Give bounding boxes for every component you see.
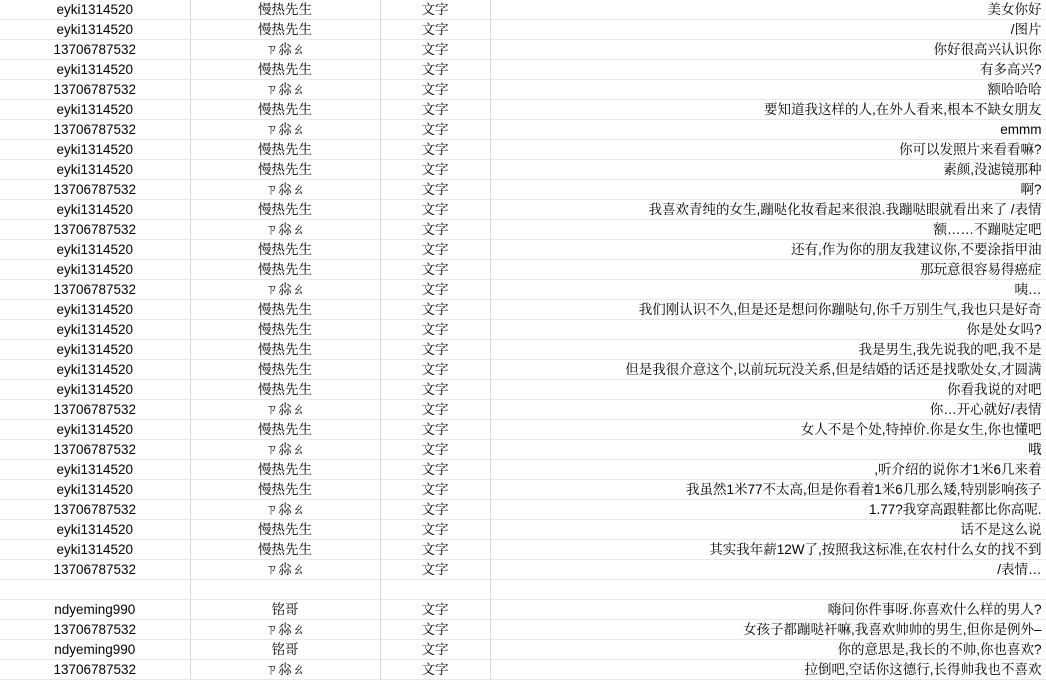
- cell-msg-type: 文字: [380, 160, 490, 180]
- cell-nickname: 慢热先生: [190, 260, 380, 280]
- table-row: [0, 40, 1046, 60]
- cell-nickname: 慢热先生: [190, 100, 380, 120]
- table-row: [0, 400, 1046, 420]
- table-row: [0, 120, 1046, 140]
- cell-msg-type: 文字: [380, 440, 490, 460]
- cell-msg-type: 文字: [380, 180, 490, 200]
- cell-nickname: 慢热先生: [190, 0, 380, 20]
- table-row: [0, 20, 1046, 40]
- table-row: [0, 300, 1046, 320]
- cell-nickname: ㄗ尛ㄠ: [190, 40, 380, 60]
- cell-msg-type: 文字: [380, 40, 490, 60]
- cell-account: eyki1314520: [0, 140, 190, 160]
- cell-content: 其实我年薪12W了,按照我这标准,在农村什么女的找不到: [490, 540, 1046, 560]
- cell-msg-type: 文字: [380, 560, 490, 580]
- cell-nickname: 慢热先生: [190, 360, 380, 380]
- cell-content: emmm: [490, 120, 1046, 140]
- cell-account: 13706787532: [0, 660, 190, 680]
- table-row: [0, 220, 1046, 240]
- cell-msg-type: 文字: [380, 280, 490, 300]
- table-row: [0, 260, 1046, 280]
- cell-msg-type: 文字: [380, 540, 490, 560]
- cell-msg-type: 文字: [380, 260, 490, 280]
- cell-nickname: 铭哥: [190, 600, 380, 620]
- cell-nickname: 慢热先生: [190, 520, 380, 540]
- table-row: [0, 560, 1046, 580]
- cell-content: 啊?: [490, 180, 1046, 200]
- cell-content: 嗨问你件事呀.你喜欢什么样的男人?: [490, 600, 1046, 620]
- cell-msg-type: 文字: [380, 660, 490, 680]
- cell-content: 女人不是个处,特掉价.你是女生,你也懂吧: [490, 420, 1046, 440]
- table-row: [0, 180, 1046, 200]
- cell-content: 哦: [490, 440, 1046, 460]
- cell-nickname: ㄗ尛ㄠ: [190, 220, 380, 240]
- cell-account: 13706787532: [0, 440, 190, 460]
- table-row: [0, 280, 1046, 300]
- cell-account: 13706787532: [0, 620, 190, 640]
- cell-msg-type: 文字: [380, 380, 490, 400]
- table-row: [0, 240, 1046, 260]
- cell-account: ndyeming990: [0, 640, 190, 660]
- cell-account: eyki1314520: [0, 320, 190, 340]
- cell-nickname: 慢热先生: [190, 200, 380, 220]
- cell-content: ,听介绍的说你才1米6几来着: [490, 460, 1046, 480]
- cell-account: eyki1314520: [0, 160, 190, 180]
- cell-msg-type: 文字: [380, 520, 490, 540]
- spacer-row: [0, 580, 1046, 600]
- table-row: [0, 200, 1046, 220]
- cell-nickname: 慢热先生: [190, 540, 380, 560]
- table-row: [0, 380, 1046, 400]
- cell-msg-type: 文字: [380, 340, 490, 360]
- cell-nickname: 慢热先生: [190, 160, 380, 180]
- table-row: [0, 100, 1046, 120]
- cell-nickname: 慢热先生: [190, 340, 380, 360]
- cell-account: eyki1314520: [0, 60, 190, 80]
- cell-content: 你看我说的对吧: [490, 380, 1046, 400]
- cell-content: 我是男生,我先说我的吧,我不是: [490, 340, 1046, 360]
- cell-nickname: 铭哥: [190, 640, 380, 660]
- cell-content: 你可以发照片来看看嘛?: [490, 140, 1046, 160]
- cell-msg-type: 文字: [380, 80, 490, 100]
- cell-content: [490, 580, 1046, 600]
- cell-account: eyki1314520: [0, 20, 190, 40]
- table-row: [0, 600, 1046, 620]
- cell-nickname: 慢热先生: [190, 320, 380, 340]
- cell-nickname: ㄗ尛ㄠ: [190, 560, 380, 580]
- cell-nickname: ㄗ尛ㄠ: [190, 500, 380, 520]
- cell-msg-type: 文字: [380, 100, 490, 120]
- cell-account: 13706787532: [0, 180, 190, 200]
- table-row: [0, 360, 1046, 380]
- cell-content: /图片: [490, 20, 1046, 40]
- cell-nickname: 慢热先生: [190, 140, 380, 160]
- cell-account: 13706787532: [0, 280, 190, 300]
- cell-msg-type: 文字: [380, 400, 490, 420]
- cell-nickname: 慢热先生: [190, 20, 380, 40]
- cell-account: eyki1314520: [0, 100, 190, 120]
- cell-account: eyki1314520: [0, 200, 190, 220]
- cell-msg-type: 文字: [380, 420, 490, 440]
- table-row: [0, 340, 1046, 360]
- cell-content: 话不是这么说: [490, 520, 1046, 540]
- cell-content: 额哈哈哈: [490, 80, 1046, 100]
- cell-account: 13706787532: [0, 80, 190, 100]
- cell-msg-type: [380, 580, 490, 600]
- cell-account: 13706787532: [0, 120, 190, 140]
- cell-content: 你好很高兴认识你: [490, 40, 1046, 60]
- cell-content: 素颜,没滤镜那种: [490, 160, 1046, 180]
- cell-content: 我们刚认识不久,但是还是想问你蹦哒句,你千万别生气,我也只是好奇: [490, 300, 1046, 320]
- cell-nickname: ㄗ尛ㄠ: [190, 440, 380, 460]
- cell-nickname: 慢热先生: [190, 480, 380, 500]
- cell-msg-type: 文字: [380, 200, 490, 220]
- cell-nickname: 慢热先生: [190, 420, 380, 440]
- cell-content: 要知道我这样的人,在外人看来,根本不缺女朋友: [490, 100, 1046, 120]
- cell-content: 有多高兴?: [490, 60, 1046, 80]
- table-row: [0, 140, 1046, 160]
- cell-content: 你的意思是,我长的不帅,你也喜欢?: [490, 640, 1046, 660]
- cell-account: eyki1314520: [0, 0, 190, 20]
- cell-account: [0, 580, 190, 600]
- cell-msg-type: 文字: [380, 120, 490, 140]
- table-row: [0, 500, 1046, 520]
- cell-nickname: 慢热先生: [190, 60, 380, 80]
- cell-msg-type: 文字: [380, 20, 490, 40]
- cell-account: eyki1314520: [0, 480, 190, 500]
- cell-account: eyki1314520: [0, 540, 190, 560]
- table-row: [0, 660, 1046, 680]
- cell-msg-type: 文字: [380, 140, 490, 160]
- cell-msg-type: 文字: [380, 0, 490, 20]
- cell-content: 我虽然1米77不太高,但是你看着1米6几那么矮,特别影响孩子: [490, 480, 1046, 500]
- cell-msg-type: 文字: [380, 620, 490, 640]
- cell-content: /表情…: [490, 560, 1046, 580]
- table-row: [0, 0, 1046, 20]
- table-row: [0, 80, 1046, 100]
- cell-msg-type: 文字: [380, 500, 490, 520]
- cell-nickname: ㄗ尛ㄠ: [190, 80, 380, 100]
- cell-account: eyki1314520: [0, 420, 190, 440]
- cell-content: 额……不蹦哒定吧: [490, 220, 1046, 240]
- cell-account: eyki1314520: [0, 360, 190, 380]
- table-row: [0, 160, 1046, 180]
- cell-content: 你…开心就好/表情: [490, 400, 1046, 420]
- cell-account: 13706787532: [0, 40, 190, 60]
- cell-account: eyki1314520: [0, 380, 190, 400]
- table-row: [0, 540, 1046, 560]
- cell-msg-type: 文字: [380, 320, 490, 340]
- cell-msg-type: 文字: [380, 220, 490, 240]
- cell-content: 1.77?我穿高跟鞋都比你高呢.: [490, 500, 1046, 520]
- cell-content: 你是处女吗?: [490, 320, 1046, 340]
- cell-account: eyki1314520: [0, 520, 190, 540]
- cell-account: 13706787532: [0, 500, 190, 520]
- table-row: [0, 620, 1046, 640]
- cell-content: 拉倒吧,空话你这德行,长得帅我也不喜欢: [490, 660, 1046, 680]
- cell-account: eyki1314520: [0, 260, 190, 280]
- cell-msg-type: 文字: [380, 640, 490, 660]
- cell-nickname: ㄗ尛ㄠ: [190, 120, 380, 140]
- cell-account: 13706787532: [0, 220, 190, 240]
- cell-content: 我喜欢青纯的女生,蹦哒化妆看起来很浪.我蹦哒眼就看出来了 /表情: [490, 200, 1046, 220]
- cell-msg-type: 文字: [380, 460, 490, 480]
- cell-account: eyki1314520: [0, 300, 190, 320]
- cell-nickname: ㄗ尛ㄠ: [190, 400, 380, 420]
- cell-msg-type: 文字: [380, 240, 490, 260]
- cell-nickname: ㄗ尛ㄠ: [190, 280, 380, 300]
- cell-msg-type: 文字: [380, 60, 490, 80]
- cell-nickname: ㄗ尛ㄠ: [190, 660, 380, 680]
- cell-account: 13706787532: [0, 400, 190, 420]
- table-row: [0, 440, 1046, 460]
- cell-msg-type: 文字: [380, 600, 490, 620]
- cell-content: 女孩子都蹦哒衦嘛,我喜欢帅帅的男生,但你是例外–: [490, 620, 1046, 640]
- cell-nickname: ㄗ尛ㄠ: [190, 180, 380, 200]
- cell-content: 那玩意很容易得癌症: [490, 260, 1046, 280]
- table-row: [0, 420, 1046, 440]
- cell-account: eyki1314520: [0, 460, 190, 480]
- table-row: [0, 640, 1046, 660]
- cell-msg-type: 文字: [380, 360, 490, 380]
- cell-nickname: [190, 580, 380, 600]
- cell-content: 美女你好: [490, 0, 1046, 20]
- cell-msg-type: 文字: [380, 480, 490, 500]
- cell-content: 但是我很介意这个,以前玩玩没关系,但是结婚的话还是找歌处女,才圆满: [490, 360, 1046, 380]
- table-row: [0, 60, 1046, 80]
- table-row: [0, 320, 1046, 340]
- cell-nickname: ㄗ尛ㄠ: [190, 620, 380, 640]
- cell-account: ndyeming990: [0, 600, 190, 620]
- cell-msg-type: 文字: [380, 300, 490, 320]
- cell-account: eyki1314520: [0, 240, 190, 260]
- cell-content: 还有,作为你的朋友我建议你,不要涂指甲油: [490, 240, 1046, 260]
- cell-nickname: 慢热先生: [190, 380, 380, 400]
- cell-nickname: 慢热先生: [190, 300, 380, 320]
- cell-nickname: 慢热先生: [190, 460, 380, 480]
- cell-nickname: 慢热先生: [190, 240, 380, 260]
- cell-account: eyki1314520: [0, 340, 190, 360]
- table-row: [0, 520, 1046, 540]
- table-row: [0, 460, 1046, 480]
- cell-account: 13706787532: [0, 560, 190, 580]
- table-row: [0, 480, 1046, 500]
- cell-content: 咦…: [490, 280, 1046, 300]
